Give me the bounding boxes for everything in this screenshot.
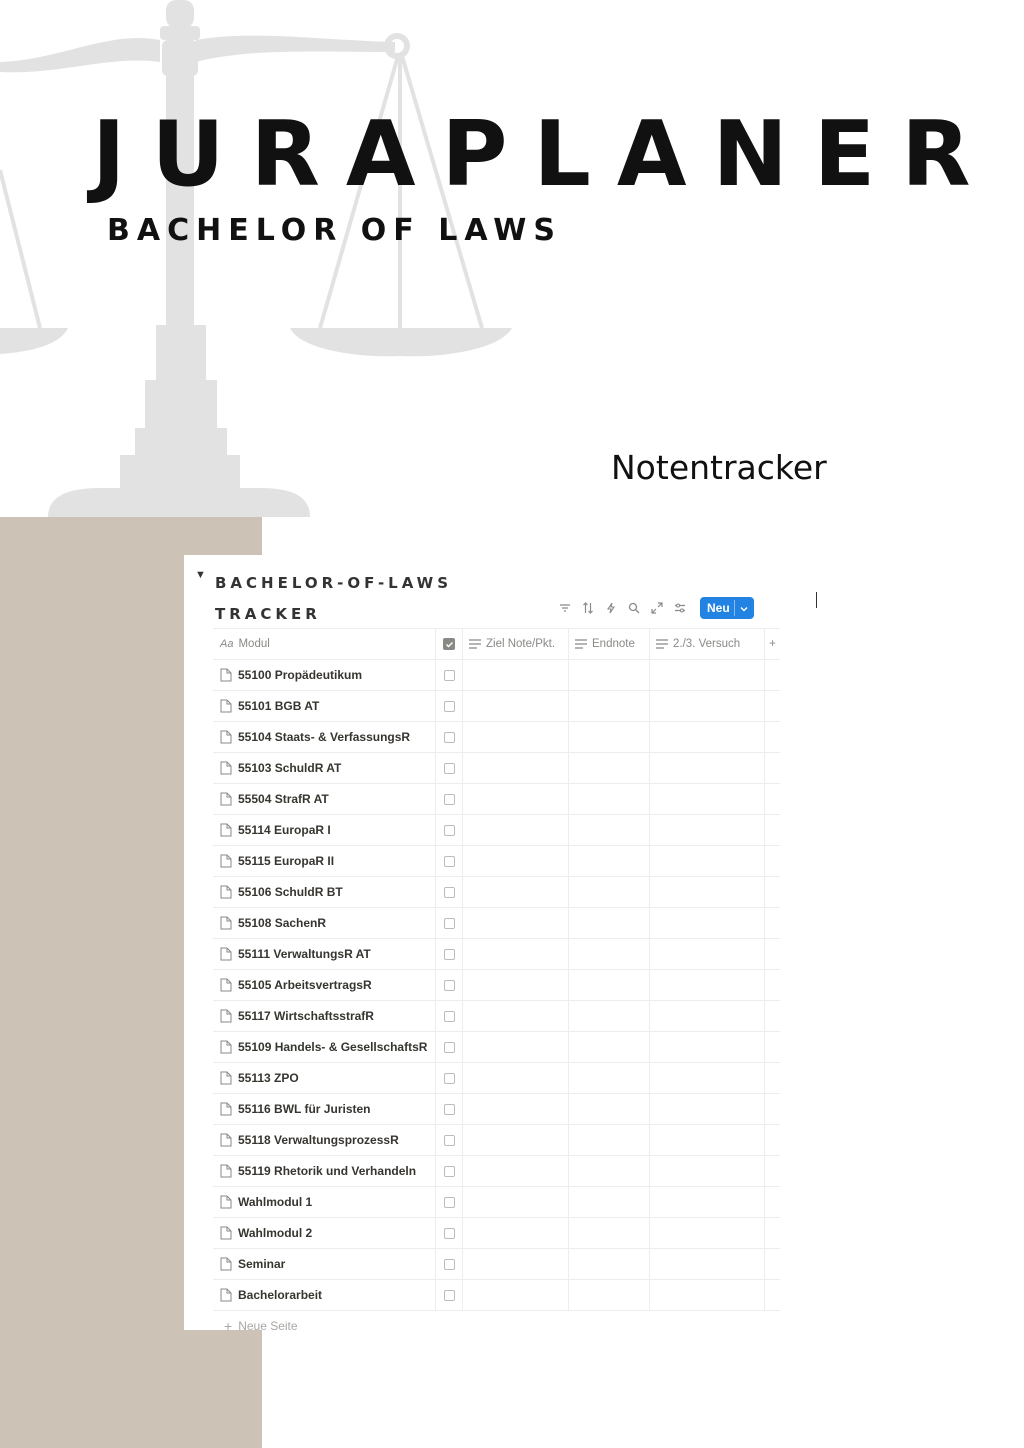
row-ziel-cell[interactable] [463,1094,569,1124]
row-name: 55115 EuropaR II [238,854,335,868]
row-checkbox-cell [436,660,463,690]
column-header-endnote[interactable]: Endnote [569,629,650,659]
row-checkbox[interactable] [444,1135,455,1146]
row-checkbox[interactable] [444,1166,455,1177]
table-row [213,815,780,846]
table-row [213,1187,780,1218]
row-ziel-cell[interactable] [463,722,569,752]
table-row [213,691,780,722]
row-checkbox[interactable] [444,949,455,960]
page-icon [220,1071,232,1085]
row-endnote-cell[interactable] [569,1063,650,1093]
row-spacer-cell [765,1094,780,1124]
row-spacer-cell [765,1032,780,1062]
row-versuch-cell[interactable] [650,753,765,783]
row-spacer-cell [765,1187,780,1217]
page-icon [220,1040,232,1054]
tracker-table [213,628,780,1341]
row-spacer-cell [765,908,780,938]
page-subtitle: BACHELOR OF LAWS [107,213,562,248]
table-row [213,1249,780,1280]
row-endnote-cell[interactable] [569,877,650,907]
row-checkbox-cell [436,1218,463,1248]
table-row [213,1001,780,1032]
row-name-cell[interactable] [213,1280,436,1310]
table-header [213,628,780,660]
table-row [213,722,780,753]
row-name-cell[interactable] [213,691,436,721]
row-ziel-cell[interactable] [463,1249,569,1279]
column-header-modul[interactable]: Aa Modul [213,629,436,659]
row-spacer-cell [765,691,780,721]
row-ziel-cell[interactable] [463,846,569,876]
row-endnote-cell[interactable] [569,970,650,1000]
new-button-divider [734,600,735,616]
row-spacer-cell [765,1156,780,1186]
row-name-cell[interactable] [213,908,436,938]
row-name: 55108 SachenR [238,916,327,930]
page-icon [220,947,232,961]
row-name-cell[interactable] [213,784,436,814]
row-name: Wahlmodul 1 [238,1195,313,1209]
table-row [213,753,780,784]
row-endnote-cell[interactable] [569,660,650,690]
table-row [213,1156,780,1187]
page-icon [220,1257,232,1271]
table-row [213,908,780,939]
row-versuch-cell[interactable] [650,1125,765,1155]
row-ziel-cell[interactable] [463,908,569,938]
row-name: 55111 VerwaltungsR AT [238,947,371,961]
database-card [184,555,780,1334]
row-name-cell[interactable] [213,1032,436,1062]
add-row-button[interactable] [213,1311,780,1341]
row-versuch-cell[interactable] [650,846,765,876]
table-row [213,970,780,1001]
row-versuch-cell[interactable] [650,1063,765,1093]
row-name: 55106 SchuldR BT [238,885,343,899]
text-property-icon: Aa [220,638,234,650]
row-ziel-cell[interactable] [463,1156,569,1186]
row-name: Seminar [238,1257,286,1271]
page-title: JURAPLANER [92,102,997,207]
row-name: 55119 Rhetorik und Verhandeln [238,1164,417,1178]
row-versuch-cell[interactable] [650,1001,765,1031]
row-spacer-cell [765,1125,780,1155]
page-icon [220,1009,232,1023]
row-name: 55116 BWL für Juristen [238,1102,371,1116]
row-name: 55113 ZPO [238,1071,299,1085]
row-checkbox[interactable] [444,1197,455,1208]
row-name: Bachelorarbeit [238,1288,323,1302]
row-ziel-cell[interactable] [463,1032,569,1062]
database-title[interactable]: BACHELOR-OF-LAWS TRACKER [215,574,453,623]
add-column-button[interactable]: + [769,638,776,650]
row-spacer-cell [765,1280,780,1310]
row-checkbox-cell [436,939,463,969]
row-endnote-cell[interactable] [569,815,650,845]
row-name-cell[interactable] [213,722,436,752]
row-checkbox-cell [436,1063,463,1093]
section-label: Notentracker [611,448,827,487]
page-icon [220,1164,232,1178]
row-versuch-cell[interactable] [650,1187,765,1217]
page-icon [220,1288,232,1302]
row-ziel-cell[interactable] [463,815,569,845]
row-name-cell[interactable] [213,1094,436,1124]
database-toolbar [556,596,754,620]
checkbox-property-icon [443,638,455,650]
row-name-cell[interactable] [213,1187,436,1217]
row-ziel-cell[interactable] [463,877,569,907]
row-versuch-cell[interactable] [650,660,765,690]
row-ziel-cell[interactable] [463,939,569,969]
page-icon [220,1133,232,1147]
row-name-cell[interactable] [213,877,436,907]
row-name: 55114 EuropaR I [238,823,331,837]
row-checkbox-cell [436,753,463,783]
page-icon [220,916,232,930]
column-header-checkbox[interactable] [436,629,463,659]
page-icon [220,730,232,744]
row-endnote-cell[interactable] [569,1218,650,1248]
row-versuch-cell[interactable] [650,970,765,1000]
row-endnote-cell[interactable] [569,846,650,876]
row-checkbox-cell [436,722,463,752]
row-checkbox[interactable] [444,1228,455,1239]
row-checkbox-cell [436,970,463,1000]
row-endnote-cell[interactable] [569,1187,650,1217]
row-ziel-cell[interactable] [463,691,569,721]
row-versuch-cell[interactable] [650,1156,765,1186]
row-name: 55109 Handels- & GesellschaftsR [238,1040,428,1054]
row-name-cell[interactable] [213,815,436,845]
row-versuch-cell[interactable] [650,877,765,907]
automation-icon[interactable] [602,599,620,617]
row-name-cell[interactable] [213,660,436,690]
row-checkbox[interactable] [444,670,455,681]
row-versuch-cell[interactable] [650,691,765,721]
text-lines-icon [656,639,668,649]
row-endnote-cell[interactable] [569,691,650,721]
row-checkbox[interactable] [444,701,455,712]
page-icon [220,823,232,837]
row-name-cell[interactable] [213,753,436,783]
page-icon [220,668,232,682]
row-checkbox[interactable] [444,1073,455,1084]
row-name: 55103 SchuldR AT [238,761,342,775]
row-versuch-cell[interactable] [650,722,765,752]
page-icon [220,1102,232,1116]
row-name-cell[interactable] [213,939,436,969]
row-checkbox-cell [436,1249,463,1279]
expand-icon[interactable] [648,599,666,617]
row-checkbox-cell [436,846,463,876]
table-row [213,1094,780,1125]
page-icon [220,792,232,806]
row-endnote-cell[interactable] [569,1094,650,1124]
row-checkbox[interactable] [444,794,455,805]
row-name-cell[interactable] [213,1156,436,1186]
row-checkbox[interactable] [444,825,455,836]
row-endnote-cell[interactable] [569,1001,650,1031]
page-icon [220,761,232,775]
row-checkbox-cell [436,877,463,907]
table-row [213,1125,780,1156]
row-checkbox-cell [436,1125,463,1155]
chevron-down-icon[interactable] [739,603,749,617]
row-name: 55100 Propädeutikum [238,668,363,682]
row-spacer-cell [765,722,780,752]
row-checkbox[interactable] [444,980,455,991]
row-versuch-cell[interactable] [650,815,765,845]
row-name-cell[interactable] [213,846,436,876]
row-versuch-cell[interactable] [650,1249,765,1279]
table-row [213,846,780,877]
row-endnote-cell[interactable] [569,1280,650,1310]
row-ziel-cell[interactable] [463,1280,569,1310]
row-spacer-cell [765,939,780,969]
row-spacer-cell [765,1249,780,1279]
search-icon[interactable] [625,599,643,617]
row-ziel-cell[interactable] [463,970,569,1000]
row-checkbox-cell [436,1280,463,1310]
row-spacer-cell [765,1063,780,1093]
row-endnote-cell[interactable] [569,784,650,814]
row-checkbox-cell [436,784,463,814]
row-versuch-cell[interactable] [650,1280,765,1310]
column-header-ziel-note[interactable]: Ziel Note/Pkt. [463,629,569,659]
row-ziel-cell[interactable] [463,753,569,783]
row-name-cell[interactable] [213,1125,436,1155]
row-checkbox[interactable] [444,1259,455,1270]
row-name: 55117 WirtschaftsstrafR [238,1009,374,1023]
table-body [213,660,780,1311]
row-checkbox-cell [436,1156,463,1186]
row-versuch-cell[interactable] [650,1032,765,1062]
row-name: 55104 Staats- & VerfassungsR [238,730,411,744]
row-checkbox-cell [436,815,463,845]
table-row [213,939,780,970]
row-spacer-cell [765,877,780,907]
row-versuch-cell[interactable] [650,784,765,814]
row-checkbox-cell [436,1001,463,1031]
page-icon [220,1195,232,1209]
table-row [213,1280,780,1311]
row-name-cell[interactable] [213,1063,436,1093]
row-endnote-cell[interactable] [569,1032,650,1062]
row-endnote-cell[interactable] [569,908,650,938]
sort-icon[interactable] [579,599,597,617]
plus-icon: + [224,1318,233,1334]
row-checkbox-cell [436,1187,463,1217]
row-checkbox[interactable] [444,732,455,743]
table-row [213,1063,780,1094]
new-button-label: Neu [707,601,730,615]
row-checkbox-cell [436,1094,463,1124]
row-ziel-cell[interactable] [463,660,569,690]
row-spacer-cell [765,815,780,845]
row-versuch-cell[interactable] [650,939,765,969]
page-icon [220,885,232,899]
row-endnote-cell[interactable] [569,722,650,752]
row-spacer-cell [765,970,780,1000]
row-versuch-cell[interactable] [650,908,765,938]
row-ziel-cell[interactable] [463,1187,569,1217]
row-ziel-cell[interactable] [463,1001,569,1031]
row-endnote-cell[interactable] [569,753,650,783]
row-checkbox-cell [436,691,463,721]
row-name: 55105 ArbeitsvertragsR [238,978,372,992]
row-versuch-cell[interactable] [650,1094,765,1124]
row-spacer-cell [765,846,780,876]
row-checkbox[interactable] [444,763,455,774]
row-name: 55101 BGB AT [238,699,320,713]
row-checkbox[interactable] [444,856,455,867]
new-button[interactable] [700,597,754,619]
page-icon [220,854,232,868]
text-cursor [816,592,817,608]
row-ziel-cell[interactable] [463,1125,569,1155]
row-endnote-cell[interactable] [569,939,650,969]
row-name-cell[interactable] [213,1249,436,1279]
row-spacer-cell [765,1218,780,1248]
row-spacer-cell [765,784,780,814]
row-name: 55504 StrafR AT [238,792,329,806]
settings-icon[interactable] [671,599,689,617]
row-checkbox[interactable] [444,1042,455,1053]
table-row [213,877,780,908]
row-ziel-cell[interactable] [463,784,569,814]
page-icon [220,699,232,713]
add-row-label: Neue Seite [238,1319,298,1333]
row-name: 55118 VerwaltungsprozessR [238,1133,399,1147]
table-row [213,660,780,691]
row-spacer-cell [765,660,780,690]
collapse-toggle-icon[interactable]: ▼ [195,569,206,581]
text-lines-icon [469,639,481,649]
text-lines-icon [575,639,587,649]
row-checkbox-cell [436,1032,463,1062]
row-ziel-cell[interactable] [463,1063,569,1093]
row-name-cell[interactable] [213,970,436,1000]
row-checkbox[interactable] [444,918,455,929]
row-checkbox[interactable] [444,1011,455,1022]
row-checkbox-cell [436,908,463,938]
row-endnote-cell[interactable] [569,1125,650,1155]
row-endnote-cell[interactable] [569,1249,650,1279]
column-header-versuch[interactable]: 2./3. Versuch [650,629,765,659]
row-spacer-cell [765,1001,780,1031]
row-endnote-cell[interactable] [569,1156,650,1186]
row-name: Wahlmodul 2 [238,1226,313,1240]
row-spacer-cell [765,753,780,783]
row-name-cell[interactable] [213,1218,436,1248]
row-ziel-cell[interactable] [463,1218,569,1248]
row-checkbox[interactable] [444,1290,455,1301]
table-row [213,1032,780,1063]
table-row [213,1218,780,1249]
scales-of-justice-watermark [0,0,560,520]
row-name-cell[interactable] [213,1001,436,1031]
row-checkbox[interactable] [444,1104,455,1115]
page-icon [220,978,232,992]
page-icon [220,1226,232,1240]
row-checkbox[interactable] [444,887,455,898]
row-versuch-cell[interactable] [650,1218,765,1248]
filter-icon[interactable] [556,599,574,617]
table-row [213,784,780,815]
